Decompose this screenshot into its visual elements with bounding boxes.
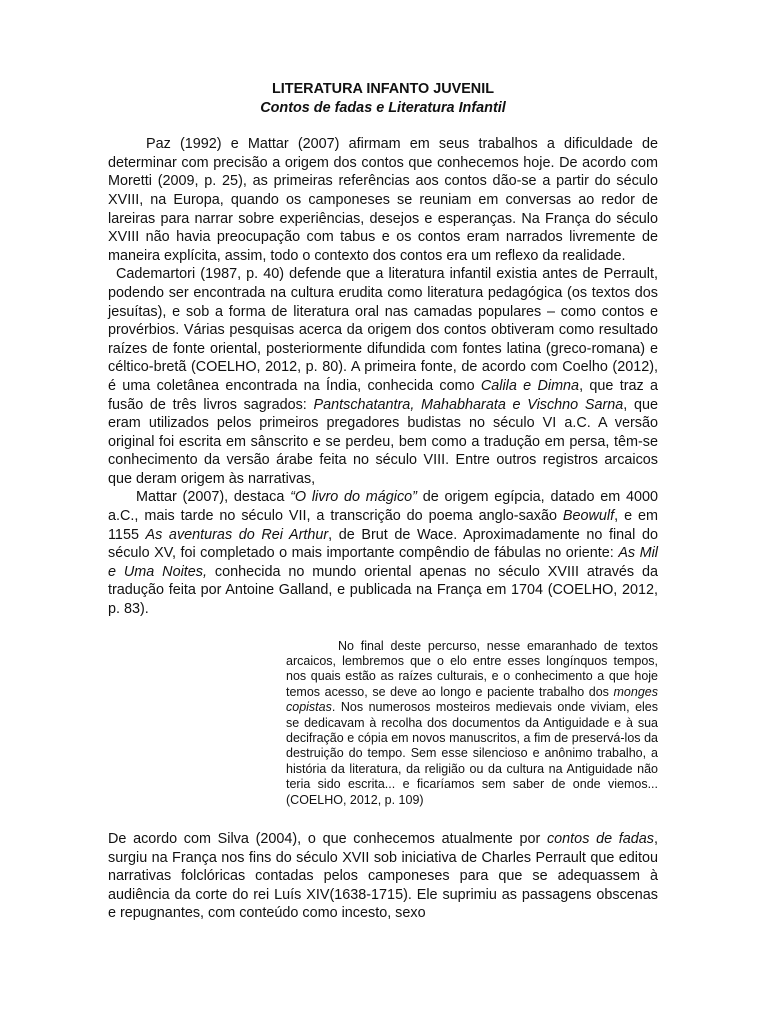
- paragraph-3: Mattar (2007), destaca “O livro do mágico” de origem egípcia, datado em 4000 a.C., mais tarde no século VII, a transcrição do poema anglo-saxão Beowulf, e em 1155 As aventuras do Rei Arthur, de Brut de Wace. Aproximadamente no final do século XV, foi completado o mais importante compêndio de fábulas no oriente: As Mil e Uma Noites, conhecida no mundo oriental apenas no século XVIII através da tradução feita por Antoine Galland, e publicada na França em 1704 (COELHO, 2012, p. 83).: [108, 489, 658, 618]
- paragraph-2: Cademartori (1987, p. 40) defende que a literatura infantil existia antes de Perrault, podendo ser encontrada na cultura erudita como literatura pedagógica (os textos dos jesuítas), e sob a forma de literatura oral nas camadas populares – como contos e provérbios. Várias pesquisas acerca da origem dos contos obtiveram como resultado raízes de fonte oriental, posteriormente difundida com fontes latina (greco-romana) e céltico-bretã (COELHO, 2012, p. 80). A primeira fonte, de acordo com Coelho (2012), é uma coletânea encontrada na Índia, conhecida como Calila e Dimna, que traz a fusão de três livros sagrados: Pantschatantra, Mahabharata e Vischno Sarna, que eram utilizados pelos primeiros pregadores budistas no século VI a.C. A versão original foi escrita em sânscrito e se perdeu, bem como a tradução em persa, têm-se conhecimento da versão árabe feita no século VIII. Entre outros registros arcaicos que deram origem às narrativas,: [108, 266, 658, 487]
- document-page: [108, 80, 658, 923]
- paragraph-4: De acordo com Silva (2004), o que conhecemos atualmente por contos de fadas, surgiu na França nos fins do século XVII sob iniciativa de Charles Perrault que editou narrativas folclóricas contadas pelos camponeses para que se adequassem à audiência da corte do rei Luís XIV(1638-1715). Ele suprimiu as passagens obscenas e repugnantes, com conteúdo como incesto, sexo: [108, 831, 658, 922]
- paragraph-1: Paz (1992) e Mattar (2007) afirmam em seus trabalhos a dificuldade de determinar com precisão a origem dos contos que conhecemos hoje. De acordo com Moretti (2009, p. 25), as primeiras referências aos contos dão-se a partir do século XVIII, na Europa, quando os camponeses se reuniam em conversas ao redor de lareiras para narrar sobre experiências, desejos e esperanças. Na França do século XVIII não havia preocupação com tabus e os contos eram narrados livremente de maneira explícita, assim, todo o contexto dos contos era um reflexo da realidade.: [108, 136, 658, 264]
- block-quote: No final deste percurso, nesse emaranhado de textos arcaicos, lembremos que o elo entre esses longínquos tempos, nos quais estão as raízes culturais, e o conhecimento a que hoje temos acesso, se deve ao longo e paciente trabalho dos monges copistas. Nos numerosos mosteiros medievais onde viviam, eles se dedicavam à recolha dos documentos da Antiguidade e à sua decifração e cópia em novos manuscritos, a fim de preservá-los da destruição do tempo. Sem esse silencioso e anônimo trabalho, a história da literatura, da religião ou da cultura na Antiguidade não teria sido escrita... e ficaríamos sem saber de onde viemos... (COELHO, 2012, p. 109): [286, 638, 658, 807]
- document-subtitle: Contos de fadas e Literatura Infantil: [260, 99, 506, 116]
- document-title: LITERATURA INFANTO JUVENIL: [272, 81, 494, 97]
